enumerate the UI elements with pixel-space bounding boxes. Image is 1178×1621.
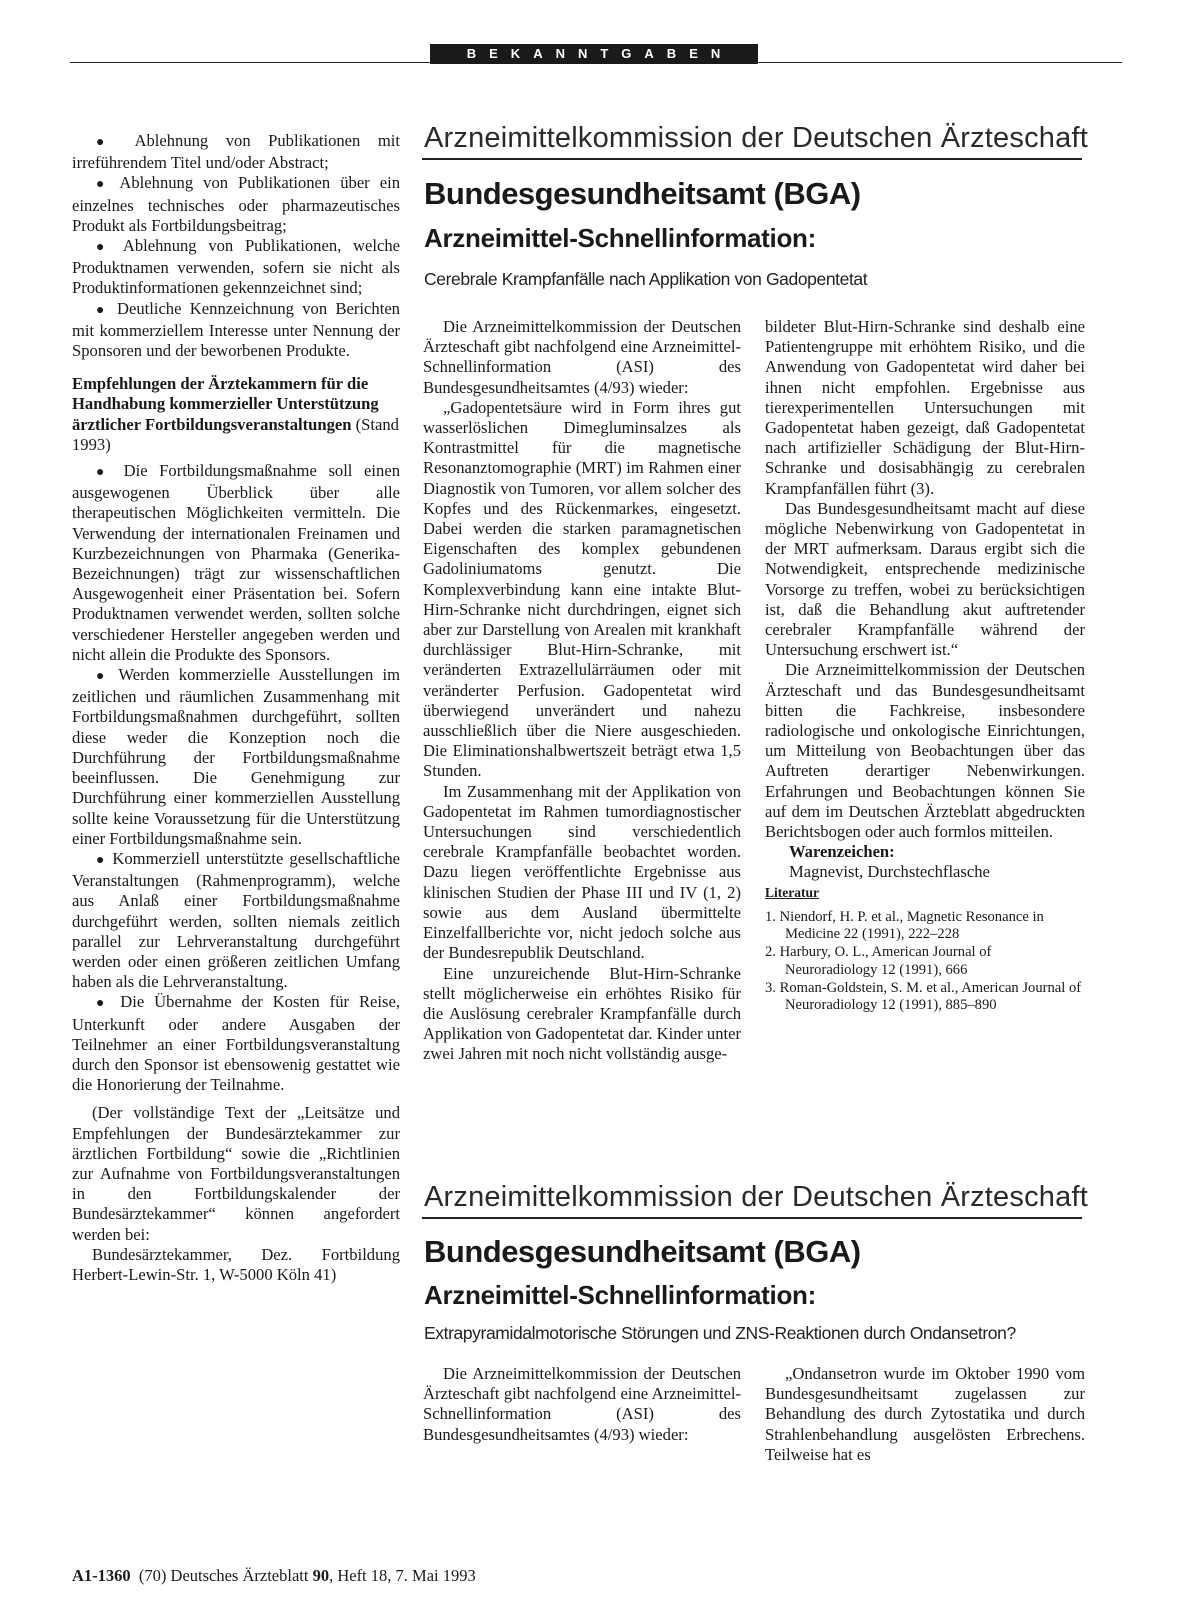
article-1-subtitle: Arzneimittel-Schnellinformation: [424, 223, 816, 253]
list-item: ● Die Fortbildungsmaßnahme soll einen ausgewogenen Überblick über alle therapeutischen Möglichkeiten vermitteln. Die Verwendung der internationalen Freinamen und Kurzbezeichnungen von Pharmaka (Generika-Bezeichnungen) trägt zur wissenschaftlichen Ausgewogenheit einer Präsentation bei. Sofern Produktnamen verwendet werden, sollten solche verschiedener Hersteller angegeben werden und nicht allein die Produkte des Sponsors. [72, 461, 400, 664]
bullet-icon: ● [96, 669, 110, 685]
bullet-icon: ● [96, 177, 111, 193]
list-item: ● Die Übernahme der Kosten für Reise, Unterkunft oder andere Ausgaben der Teilnehmer an einer Fortbildungsveranstaltung durch den Sponsor ist ebensowenig gestattet wie die Honorierung der Teilnahme. [72, 992, 400, 1095]
bullet-icon: ● [96, 852, 107, 868]
literature-item: 2. Harbury, O. L., American Journal of Neuroradiology 12 (1991), 666 [765, 944, 992, 978]
trademark-label: Warenzeichen: [789, 842, 895, 862]
article-1-column-1 [423, 317, 741, 1065]
paragraph: Eine unzureichende Blut-Hirn-Schranke stellt möglicherweise ein erhöhtes Risiko für die Auslösung cerebraler Krampfanfälle durch Applikation von Gadopentetat dar. Kinder unter zwei Jahren mit noch nicht vollständig ausge- [423, 963, 741, 1064]
list-item: ● Werden kommerzielle Ausstellungen im zeitlichen und räumlichen Zusammenhang mit Fortbildungsmaßnahmen durchgeführt, sollten diese weder die Konzeption noch die Durchführung der Fortbildungsmaßnahme beeinflussen. Die Genehmigung zur Durchführung einer kommerziellen Ausstellung sollte keine Voraussetzung für die Unterstützung einer Fortbildungsmaßnahme sein. [72, 665, 400, 848]
article-1-deck: Cerebrale Krampfanfälle nach Applikation von Gadopentetat [424, 269, 868, 289]
article-2-rule [422, 1217, 1082, 1219]
list-item: ● Ablehnung von Publikationen, welche Produktnamen verwenden, sofern sie nicht als Produktinformationen gekennzeichnet sind; [72, 236, 400, 298]
bullet-icon: ● [96, 302, 109, 318]
paragraph: Im Zusammenhang mit der Applikation von Gadopentetat im Rahmen tumordiagnostischer Untersuchungen sind verschiedentlich cerebrale Krampfanfälle beobachtet worden. Dazu liegen veröffentlichte Ergebnisse aus klinischen Studien der Phase III und IV (1, 2) sowie aus dem Ausland übermittelte Einzelfallberichte vor, nicht jedoch solche aus der Bundesrepublik Deutschland. [423, 781, 741, 963]
address: Bundesärztekammer, Dez. Fortbildung Herbert-Lewin-Str. 1, W-5000 Köln 41) [72, 1244, 400, 1284]
literature-item: 1. Niendorf, H. P. et al., Magnetic Resonance in Medicine 22 (1991), 222–228 [765, 908, 1044, 943]
list-item: ● Ablehnung von Publikationen mit irreführendem Titel und/oder Abstract; [72, 131, 400, 173]
article-1-title: Bundesgesundheitsamt (BGA) [424, 176, 861, 211]
bullet-icon: ● [96, 465, 112, 481]
section-heading: Empfehlungen der Ärztekammern für die Handhabung kommerzieller Unterstützung ärztlicher Fortbildungsveranstaltungen (Stand 1993) [72, 374, 399, 454]
paragraph: „Gadopentetsäure wird in Form ihres gut wasserlöslichen Dimegluminsalzes als Kontrastmittel für die magnetische Resonanztomographie (MRT) im Rahmen einer Diagnostik von Tumoren, vor allem solcher des Kopfes und des Rückenmarkes, eingesetzt. Dabei werden die starken paramagnetischen Eigenschaften des komplex gebundenen Gadoliniumatoms genutzt. Die Komplexverbindung kann eine intakte Blut-Hirn-Schranke nicht durchdringen, eignet sich aber zur Darstellung von Arealen mit krankhaft durchlässiger Blut-Hirn-Schranke, mit veränderten Extrazellulärräumen oder mit veränderter Perfusion. Gadopentetat wird überwiegend unverändert und nahezu ausschließlich über die Niere ausgeschieden. Die Eliminationshalbwertszeit beträgt etwa 1,5 Stunden. [423, 397, 741, 781]
article-2-column-2 [765, 1364, 1085, 1465]
article-1-column-2 [765, 317, 1085, 1015]
literature-item: 3. Roman-Goldstein, S. M. et al., American Journal of Neuroradiology 12 (1991), 885–890 [765, 979, 1082, 1013]
paragraph: Das Bundesgesundheitsamt macht auf diese mögliche Nebenwirkung von Gadopentetat in der MRT aufmerksam. Daraus ergibt sich die Notwendigkeit, entsprechende medizinische Vorsorge zu treffen, wobei zu berücksichtigen ist, daß die Behandlung akut auftretender cerebraler Krampfanfälle während der Untersuchung erschwert ist.“ [765, 498, 1085, 660]
article-2-subtitle: Arzneimittel-Schnellinformation: [424, 1280, 816, 1310]
paragraph: Die Arzneimittelkommission der Deutschen Ärzteschaft gibt nachfolgend eine Arzneimittel-Schnellinformation (ASI) des Bundesgesundheitsamtes (4/93) wieder: [423, 1364, 741, 1444]
citation-pre: (70) Deutsches Ärzteblatt [138, 1566, 313, 1585]
page-code: A1-1360 [72, 1566, 131, 1585]
article-1-rule [422, 158, 1082, 160]
bullet-icon: ● [96, 240, 113, 256]
article-1-kicker: Arzneimittelkommission der Deutschen Ärzteschaft [424, 122, 1088, 154]
paragraph: Die Arzneimittelkommission der Deutschen Ärzteschaft gibt nachfolgend eine Arzneimittel-Schnellinformation (ASI) des Bundesgesundheitsamtes (4/93) wieder: [423, 317, 741, 397]
bullet-icon: ● [96, 135, 118, 150]
trademark-value: Magnevist, Durchstechflasche [789, 862, 990, 882]
article-2-deck: Extrapyramidalmotorische Störungen und ZNS-Reaktionen durch Ondansetron? [424, 1323, 1016, 1343]
article-2-kicker: Arzneimittelkommission der Deutschen Ärzteschaft [424, 1181, 1088, 1213]
paragraph: „Ondansetron wurde im Oktober 1990 vom Bundesgesundheitsamt zugelassen zur Behandlung des durch Zytostatika und durch Strahlenbehandlung ausgelösten Erbrechens. Teilweise hat es [765, 1364, 1085, 1464]
volume: 90 [312, 1566, 330, 1585]
article-2-column-1 [423, 1364, 741, 1445]
literature-heading: Literatur [765, 884, 819, 900]
bullet-icon: ● [96, 996, 111, 1012]
citation-post: , Heft 18, 7. Mai 1993 [329, 1566, 476, 1585]
paragraph: Die Arzneimittelkommission der Deutschen Ärzteschaft und das Bundesgesundheitsamt bitten die Fachkreise, insbesondere radiologische und onkologische Einrichtungen, um Mitteilung von Beobachtungen über das Auftreten derartiger Nebenwirkungen. Erfahrungen und Beobachtungen können Sie auf dem im Deutschen Ärzteblatt abgedruckten Berichtsbogen oder auch formlos mitteilen. [765, 660, 1085, 842]
left-column [72, 131, 400, 1285]
article-2-title: Bundesgesundheitsamt (BGA) [424, 1234, 861, 1269]
literature-list [765, 909, 1085, 1014]
paragraph: bildeter Blut-Hirn-Schranke sind deshalb eine Patientengruppe mit erhöhtem Risiko, und die Anwendung von Gadopentetat wird daher bei ihnen nicht empfohlen. Ergebnisse aus tierexperimentellen Untersuchungen mit Gadopentetat haben gezeigt, daß Gadopentetat nach artifizieller Schädigung der Blut-Hirn-Schranke und dosisabhängig zu cerebralen Krampfanfällen führt (3). [765, 317, 1085, 498]
list-item: ● Ablehnung von Publikationen über ein einzelnes technisches oder pharmazeutisches Produkt als Fortbildungsbeitrag; [72, 173, 400, 235]
list-item: ● Deutliche Kennzeichnung von Berichten mit kommerziellem Interesse unter Nennung der Sponsoren und der beworbenen Produkte. [72, 298, 400, 361]
list-item: ● Kommerziell unterstützte gesellschaftliche Veranstaltungen (Rahmenprogramm), welche aus Anlaß einer Fortbildungsmaßnahme durchgeführt werden, sollten niemals zeitlich parallel zur Lehrveranstaltung durchgeführt werden oder einen größeren zeitlichen Umfang haben als die Lehrveranstaltung. [72, 848, 400, 992]
section-header: BEKANNTGABEN [430, 44, 758, 64]
page-footer [72, 1566, 476, 1586]
closing-paragraph: (Der vollständige Text der „Leitsätze und Empfehlungen der Bundesärztekammer zur ärztlichen Fortbildung“ sowie die „Richtlinien zur Aufnahme von Fortbildungsveranstaltungen in den Fortbildungskalender der Bundesärztekammer“ können angefordert werden bei: [72, 1103, 400, 1244]
